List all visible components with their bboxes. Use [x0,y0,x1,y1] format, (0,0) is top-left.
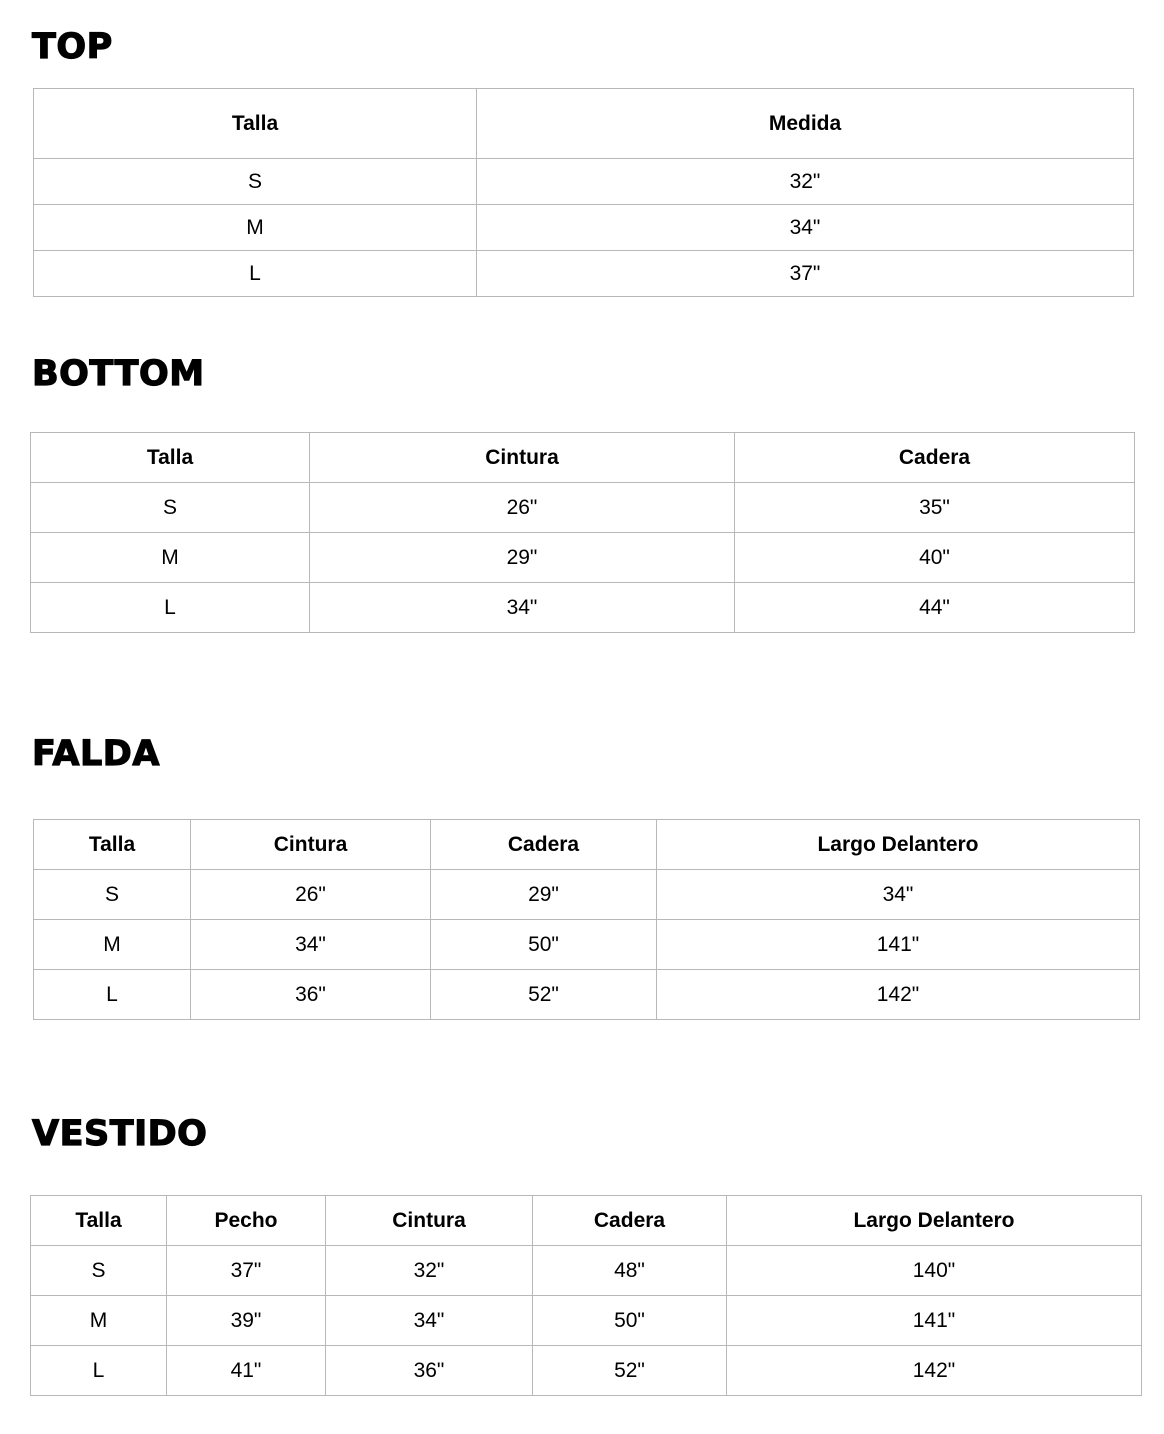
section-title-falda: FALDA [32,734,160,774]
cell-talla: L [31,1346,167,1396]
table-row [34,159,1134,205]
cell-talla: L [34,251,477,297]
cell-talla: S [34,870,191,920]
cell-talla: M [34,205,477,251]
table-row [31,1296,1142,1346]
column-header-cadera: Cadera [431,820,657,870]
column-header-largo-delantero: Largo Delantero [727,1196,1142,1246]
cell-talla: L [31,583,310,633]
cell-cintura: 34" [191,920,431,970]
cell-cadera: 40" [735,533,1135,583]
table-row [31,533,1135,583]
cell-cintura: 26" [191,870,431,920]
cell-medida: 37" [477,251,1134,297]
table-header-row [34,820,1140,870]
cell-cadera: 29" [431,870,657,920]
cell-cintura: 32" [326,1246,533,1296]
table-row [34,970,1140,1020]
cell-largo-delantero: 141" [657,920,1140,970]
cell-talla: S [31,1246,167,1296]
cell-cadera: 52" [431,970,657,1020]
size-table-top [33,88,1134,297]
section-title-bottom: BOTTOM [32,354,205,394]
cell-talla: M [31,533,310,583]
table-header-row [34,89,1134,159]
cell-largo-delantero: 142" [727,1346,1142,1396]
table-row [31,1246,1142,1296]
cell-talla: S [31,483,310,533]
cell-largo-delantero: 34" [657,870,1140,920]
cell-cintura: 26" [310,483,735,533]
cell-pecho: 37" [167,1246,326,1296]
cell-pecho: 41" [167,1346,326,1396]
column-header-largo-delantero: Largo Delantero [657,820,1140,870]
column-header-cintura: Cintura [310,433,735,483]
cell-cadera: 52" [533,1346,727,1396]
section-title-top: TOP [32,27,113,67]
column-header-pecho: Pecho [167,1196,326,1246]
cell-cadera: 50" [533,1296,727,1346]
cell-cadera: 48" [533,1246,727,1296]
table-header-row [31,1196,1142,1246]
table-row [31,1346,1142,1396]
cell-cintura: 34" [326,1296,533,1346]
cell-cintura: 29" [310,533,735,583]
cell-cadera: 35" [735,483,1135,533]
cell-medida: 32" [477,159,1134,205]
column-header-cintura: Cintura [191,820,431,870]
cell-largo-delantero: 142" [657,970,1140,1020]
table-row [31,483,1135,533]
table-row [34,920,1140,970]
table-row [34,870,1140,920]
cell-cintura: 36" [191,970,431,1020]
cell-cadera: 50" [431,920,657,970]
table-row [34,205,1134,251]
size-table-falda [33,819,1140,1020]
cell-cintura: 34" [310,583,735,633]
column-header-talla: Talla [34,89,477,159]
cell-largo-delantero: 141" [727,1296,1142,1346]
cell-pecho: 39" [167,1296,326,1346]
table-row [34,251,1134,297]
column-header-talla: Talla [31,1196,167,1246]
size-table-vestido [30,1195,1142,1396]
cell-talla: M [31,1296,167,1346]
table-row [31,583,1135,633]
section-title-vestido: VESTIDO [32,1114,208,1154]
cell-talla: L [34,970,191,1020]
cell-talla: S [34,159,477,205]
column-header-talla: Talla [31,433,310,483]
cell-cadera: 44" [735,583,1135,633]
column-header-cadera: Cadera [735,433,1135,483]
column-header-talla: Talla [34,820,191,870]
cell-talla: M [34,920,191,970]
table-header-row [31,433,1135,483]
column-header-cintura: Cintura [326,1196,533,1246]
cell-medida: 34" [477,205,1134,251]
column-header-medida: Medida [477,89,1134,159]
size-table-bottom [30,432,1135,633]
cell-largo-delantero: 140" [727,1246,1142,1296]
column-header-cadera: Cadera [533,1196,727,1246]
cell-cintura: 36" [326,1346,533,1396]
